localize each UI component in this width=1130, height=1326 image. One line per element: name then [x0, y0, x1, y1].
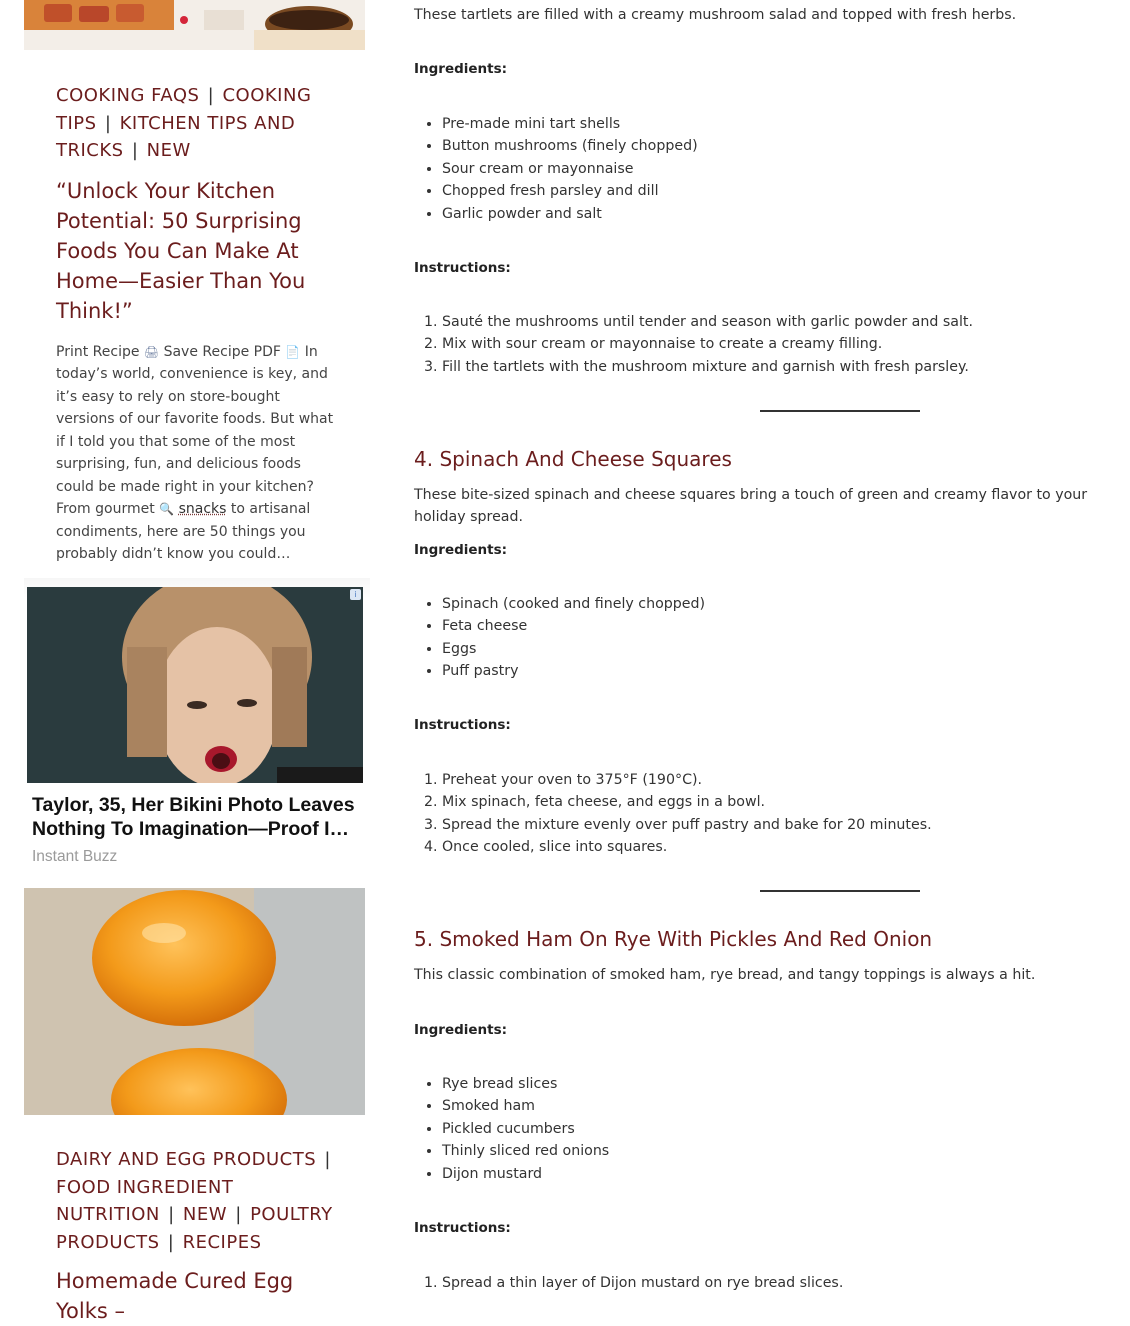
- list-item: • Garlic powder and salt: [442, 203, 698, 225]
- instructions-list: [414, 311, 973, 378]
- document-icon: 📄: [285, 344, 301, 359]
- category-link[interactable]: COOKING TIPS: [56, 85, 312, 134]
- list-item: 1. Preheat your oven to 375°F (190°C).: [442, 769, 932, 791]
- list-item: • Thinly sliced red onions: [442, 1140, 609, 1162]
- list-item: • Sour cream or mayonnaise: [442, 158, 698, 180]
- instructions-list: [414, 1272, 843, 1294]
- list-item: • Eggs: [442, 638, 705, 660]
- section-heading: 5. Smoked Ham On Rye With Pickles And Red Onion: [414, 927, 933, 951]
- keyword-link-snacks[interactable]: snacks: [178, 501, 227, 517]
- list-item: 3. Spread the mixture evenly over puff pastry and bake for 20 minutes.: [442, 814, 932, 836]
- list-item: • Pre-made mini tart shells: [442, 113, 698, 135]
- post-title-link[interactable]: “Unlock Your Kitchen Potential: 50 Surprising Foods You Can Make At Home—Easier Than You Think!”: [56, 178, 306, 323]
- category-link[interactable]: NEW: [182, 1204, 228, 1225]
- category-link[interactable]: NEW: [146, 140, 191, 161]
- post-thumbnail-cured-egg-yolks[interactable]: [24, 888, 365, 1115]
- instructions-label: Instructions:: [414, 717, 511, 733]
- search-icon: 🔍: [159, 502, 175, 516]
- category-link[interactable]: POULTRY PRODUCTS: [56, 1204, 333, 1253]
- category-link[interactable]: KITCHEN TIPS AND TRICKS: [56, 112, 296, 161]
- sidebar: [0, 0, 390, 1323]
- post-title-link[interactable]: Homemade Cured Egg Yolks –: [56, 1269, 294, 1323]
- ingredients-list: [414, 593, 705, 683]
- save-recipe-pdf-link[interactable]: Save Recipe PDF: [163, 343, 281, 360]
- recipe-intro: These bite-sized spinach and cheese squares bring a touch of green and creamy flavor to your holiday spread.: [414, 487, 1088, 525]
- printer-icon: 🖨: [143, 344, 160, 359]
- post-thumbnail-food[interactable]: [24, 0, 365, 50]
- list-item: • Feta cheese: [442, 615, 705, 637]
- recipe-intro: This classic combination of smoked ham, rye bread, and tangy toppings is always a hit.: [414, 967, 1036, 983]
- ingredients-list: [414, 113, 698, 225]
- ingredients-list: [414, 1073, 609, 1185]
- ad-source[interactable]: Instant Buzz: [32, 848, 118, 865]
- excerpt-text-b: to artisanal condiments, here are 50 things you probably didn’t know you could…: [56, 501, 311, 562]
- list-item: • Smoked ham: [442, 1095, 609, 1117]
- sponsored-ad[interactable]: [24, 578, 370, 873]
- section-heading: 4. Spinach And Cheese Squares: [414, 447, 732, 471]
- post-card-2: [56, 1146, 336, 1326]
- category-link[interactable]: RECIPES: [182, 1231, 262, 1253]
- category-link[interactable]: FOOD INGREDIENT NUTRITION: [56, 1176, 234, 1225]
- post-categories: COOKING FAQS | COOKING TIPS | KITCHEN TIPS AND TRICKS | NEW: [56, 85, 312, 161]
- ingredients-label: Ingredients:: [414, 542, 508, 558]
- post-categories: DAIRY AND EGG PRODUCTS | FOOD INGREDIENT NUTRITION | NEW | POULTRY PRODUCTS | RECIPES: [56, 1149, 333, 1253]
- category-link[interactable]: COOKING FAQS: [56, 85, 200, 106]
- instructions-label: Instructions:: [414, 260, 511, 276]
- ingredients-label: Ingredients:: [414, 1022, 508, 1038]
- list-item: • Button mushrooms (finely chopped): [442, 135, 698, 157]
- post-excerpt: [56, 341, 336, 566]
- print-recipe-link[interactable]: Print Recipe: [56, 343, 140, 360]
- ad-image[interactable]: [27, 587, 363, 783]
- ingredients-label: Ingredients:: [414, 61, 508, 77]
- list-item: • Spinach (cooked and finely chopped): [442, 593, 705, 615]
- list-item: 4. Once cooled, slice into squares.: [442, 836, 932, 858]
- post-card-1: [56, 82, 336, 599]
- instructions-label: Instructions:: [414, 1220, 511, 1236]
- instructions-list: [414, 769, 932, 859]
- list-item: • Pickled cucumbers: [442, 1118, 609, 1140]
- category-link[interactable]: DAIRY AND EGG PRODUCTS: [56, 1149, 317, 1170]
- ad-info-badge[interactable]: i: [350, 589, 361, 600]
- list-item: 2. Mix spinach, feta cheese, and eggs in a bowl.: [442, 791, 932, 813]
- section-divider: [760, 410, 920, 412]
- list-item: • Rye bread slices: [442, 1073, 609, 1095]
- list-item: • Chopped fresh parsley and dill: [442, 180, 698, 202]
- list-item: • Dijon mustard: [442, 1163, 609, 1185]
- excerpt-text-a: In today’s world, convenience is key, and it’s easy to rely on store-bought versions of our favorite foods. But what if I told you that some of the most surprising, fun, and delicious foods could be made right in your kitchen? From gourmet: [56, 343, 334, 517]
- recipe-intro: These tartlets are filled with a creamy mushroom salad and topped with fresh herbs.: [414, 7, 1017, 23]
- ad-headline[interactable]: Taylor, 35, Her Bikini Photo Leaves Nothing To Imagination—Proof I…: [32, 794, 355, 840]
- section-divider: [760, 890, 920, 892]
- list-item: 2. Mix with sour cream or mayonnaise to create a creamy filling.: [442, 333, 973, 355]
- list-item: • Puff pastry: [442, 660, 705, 682]
- list-item: 3. Fill the tartlets with the mushroom mixture and garnish with fresh parsley.: [442, 356, 973, 378]
- list-item: 1. Sauté the mushrooms until tender and season with garlic powder and salt.: [442, 311, 973, 333]
- list-item: 1. Spread a thin layer of Dijon mustard on rye bread slices.: [442, 1272, 843, 1294]
